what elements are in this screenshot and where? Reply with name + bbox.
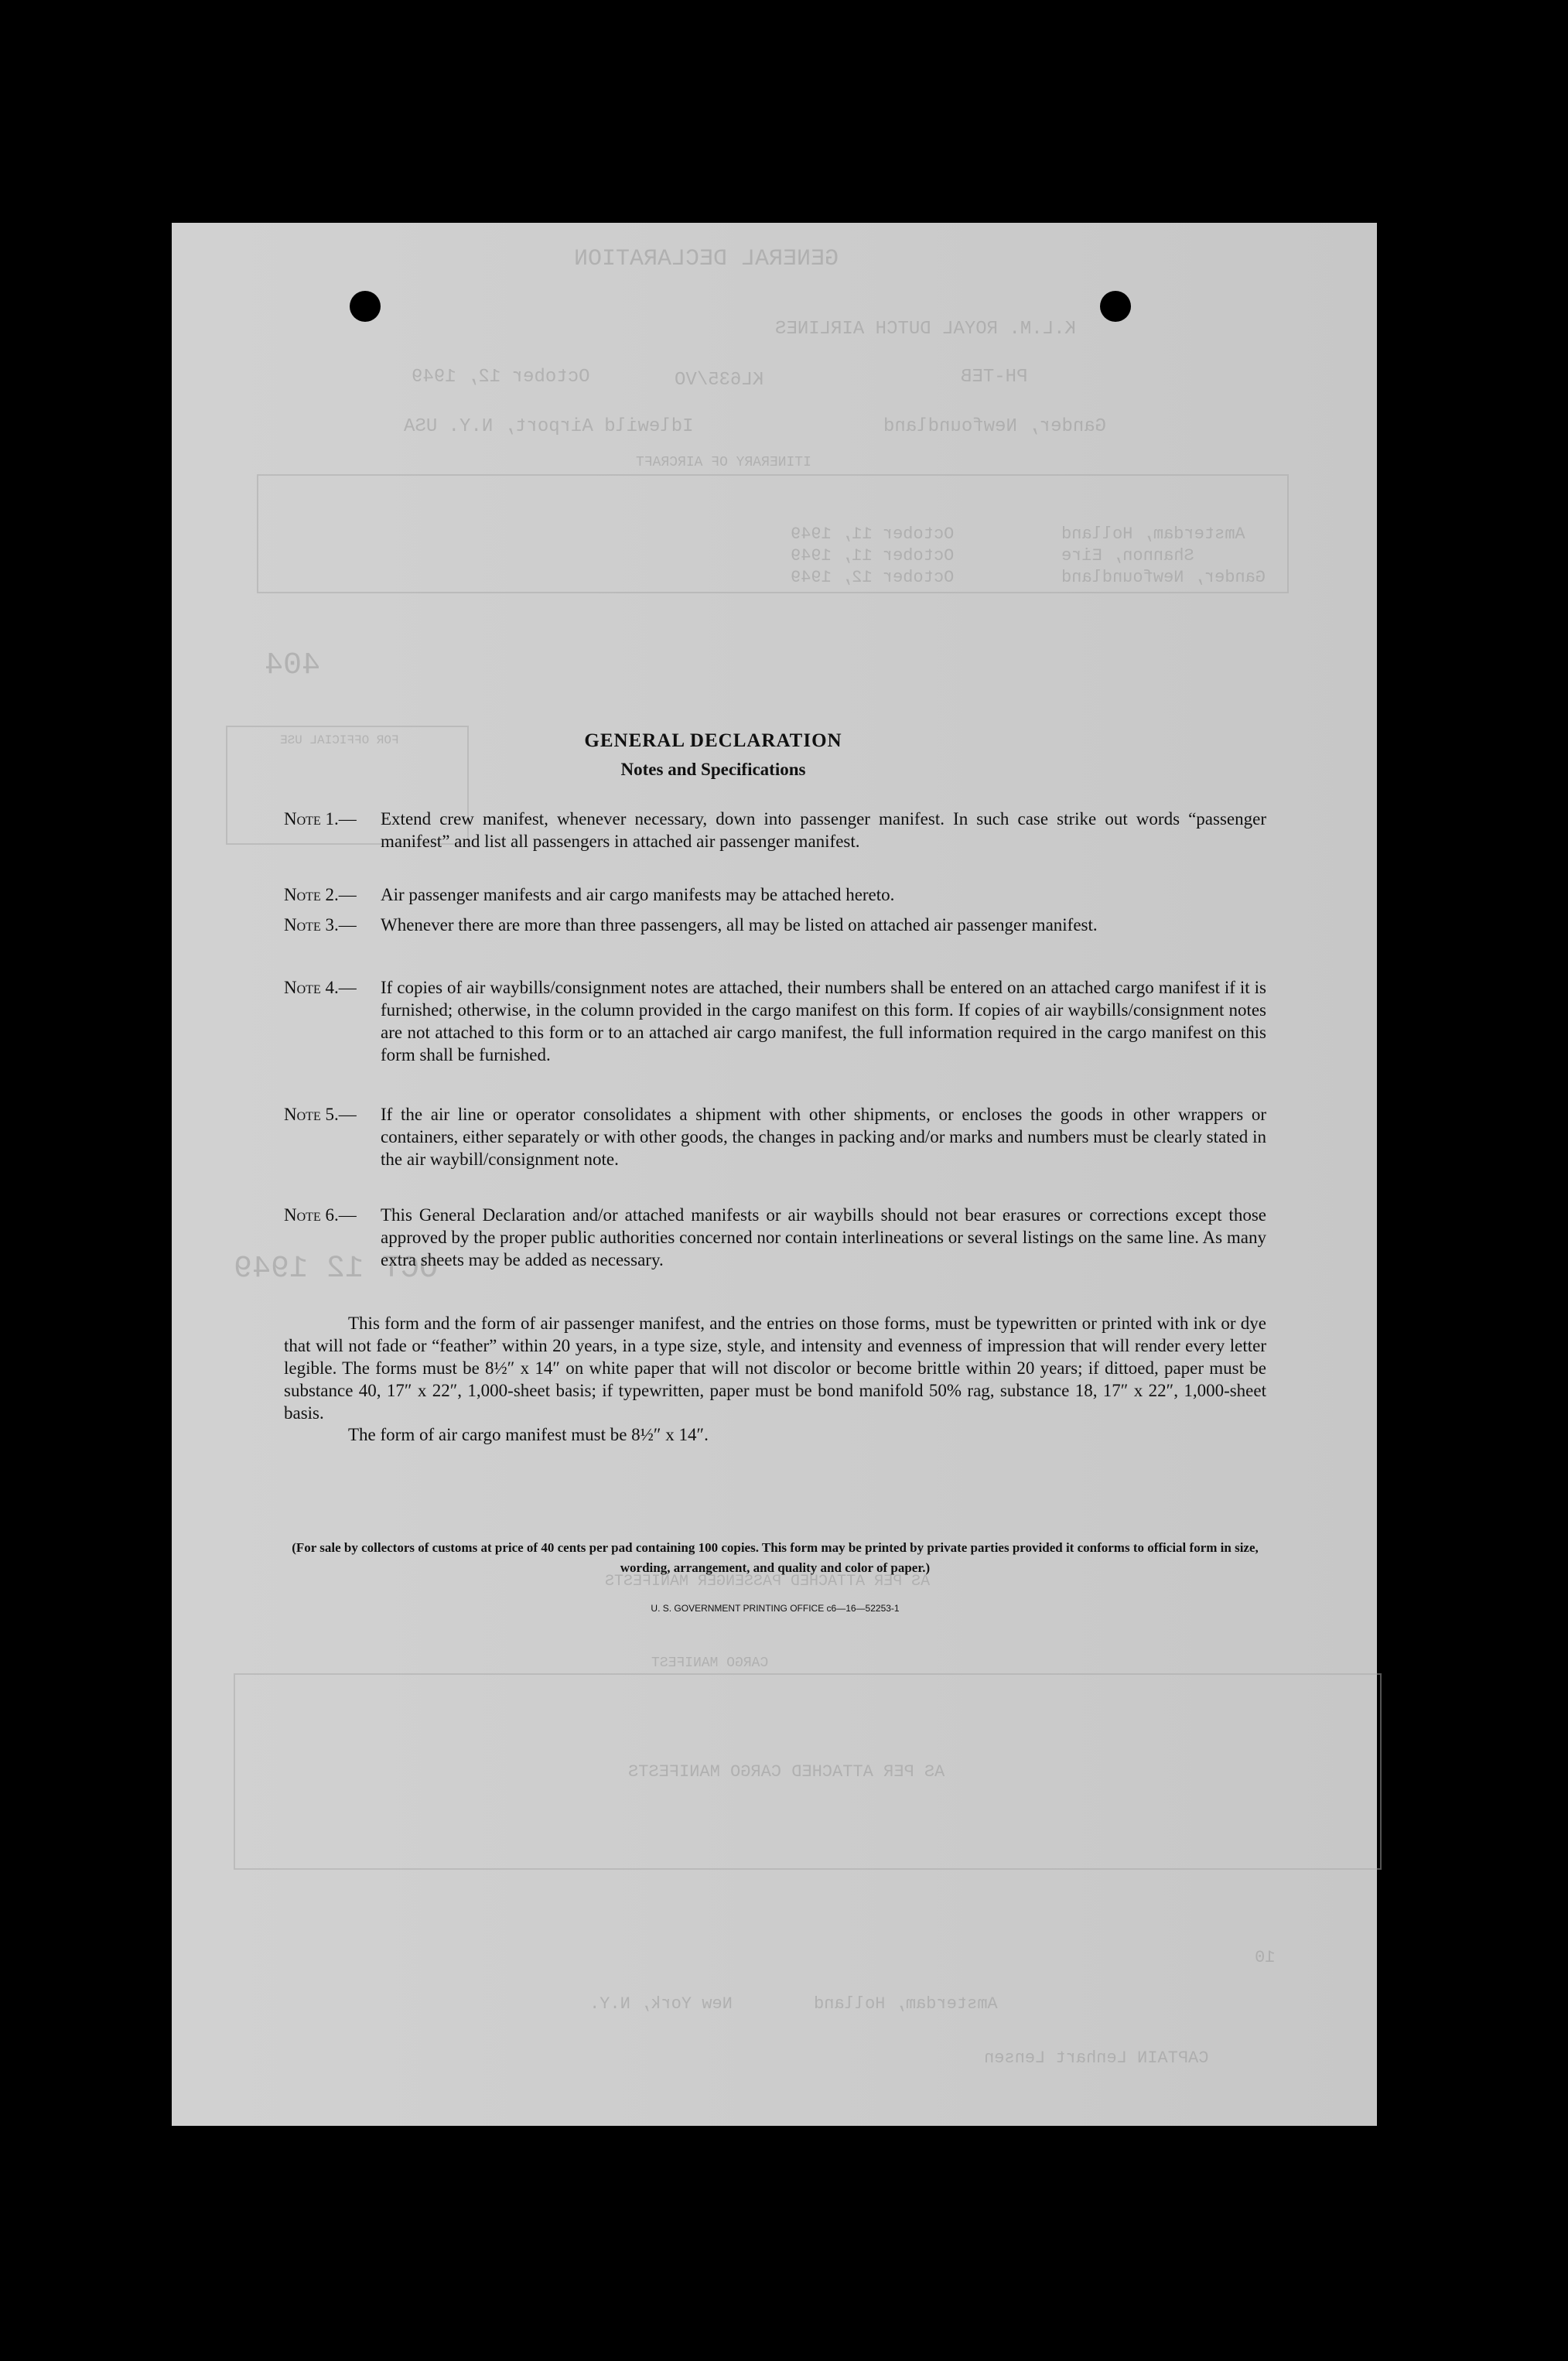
ghost-embarked: Amsterdam, Holland (814, 1994, 998, 2014)
ghost-captain: CAPTAIN Lenhart Lensen (984, 2048, 1209, 2068)
ghost-stamp-number: 404 (265, 648, 321, 683)
note-4 (284, 976, 1266, 1066)
punch-hole-right (1100, 291, 1131, 322)
ghost-entry: Idlewild Airport, N.Y. USA (404, 416, 694, 437)
ghost-clearance: Gander, Newfoundland (883, 416, 1107, 437)
note-label: Note 5.— (284, 1105, 357, 1124)
note-text: Air passenger manifests and air cargo manifests may be attached hereto. (381, 885, 895, 904)
ghost-cargo-manifest: CARGO MANIFEST (651, 1655, 769, 1671)
note-2 (284, 883, 1266, 906)
ghost-date: October 12, 1949 (412, 367, 590, 388)
ghost-stamp-date: OCT 12 1949 (234, 1252, 439, 1286)
form-requirements-paragraph: This form and the form of air passenger manifest, and the entries on those forms, must be typewritten or printed with ink or dye that will not fade or “feather” within 20 years, in a type size, style, and intensity and evenness of impression that will render every letter legible. The forms must be 8½″ x 14″ on white paper that will not discolor or become brittle within 20 years; if dittoed, paper must be substance 40, 17″ x 22″, 1,000-sheet basis; if typewritten, paper must be bond manifold 50% rag, substance 18, 17″ x 22″, 1,000-sheet basis. (284, 1314, 1266, 1423)
ghost-itinerary-date-1: October 11, 1949 (791, 524, 955, 544)
ghost-itinerary-airport-1: Amsterdam, Holland (1061, 524, 1245, 544)
ghost-itinerary-airport-2: Shannon, Eire (1061, 546, 1194, 565)
note-label: Note 6.— (284, 1205, 357, 1225)
note-text: If the air line or operator consolidates a shipment with other shipments, or encloses the goods in other wrappers or containers, either separately or with other goods, the changes in packing and/or marks and numbers must be clearly stated in the air waybill/consignment note. (381, 1105, 1266, 1169)
ghost-aircraft: PH-TEB (961, 367, 1028, 388)
note-6 (284, 1204, 1266, 1271)
gpo-imprint: U. S. GOVERNMENT PRINTING OFFICE c6—16—52253-1 (651, 1603, 900, 1614)
ghost-official-use: FOR OFFICIAL USE (280, 733, 399, 747)
note-text: If copies of air waybills/consignment notes are attached, their numbers shall be entered on an attached cargo manifest if it is furnished; otherwise, in the column provided in the cargo manifest on this form. If copies of air waybills/consignment notes are not attached to this form or to an attached air cargo manifest, the full information required in the cargo manifest on this form shall be furnished. (381, 978, 1266, 1064)
note-label: Note 2.— (284, 885, 357, 904)
note-3 (284, 914, 1266, 936)
ghost-header: GENERAL DECLARATION (574, 246, 839, 272)
note-1 (284, 808, 1266, 852)
note-text: Whenever there are more than three passengers, all may be listed on attached air passenger manifest. (381, 915, 1098, 934)
ghost-itinerary-header: ITINERARY OF AIRCRAFT (636, 455, 811, 470)
note-5 (284, 1103, 1266, 1170)
ghost-operator: K.L.M. ROYAL DUTCH AIRLINES (775, 319, 1076, 340)
ghost-crew-count: 10 (1255, 1948, 1276, 1967)
page-title: GENERAL DECLARATION (584, 730, 842, 751)
note-label: Note 4.— (284, 978, 357, 997)
note-label: Note 3.— (284, 915, 357, 934)
cargo-manifest-size-note: The form of air cargo manifest must be 8½″ x 14″. (348, 1425, 709, 1444)
ghost-destined: New York, N.Y. (589, 1994, 733, 2014)
ghost-itinerary-airport-3: Gander, Newfoundland (1061, 568, 1266, 587)
ghost-flight: KL635/VO (675, 370, 764, 391)
ghost-itinerary-date-2: October 11, 1949 (791, 546, 955, 565)
ghost-attached-cargo: AS PER ATTACHED CARGO MANIFESTS (628, 1762, 945, 1782)
page-subtitle: Notes and Specifications (620, 760, 806, 779)
ghost-attached-pax: AS PER ATTACHED PASSENGER MANIFESTS (605, 1573, 931, 1591)
note-label: Note 1.— (284, 809, 357, 829)
punch-hole-left (350, 291, 381, 322)
ghost-itinerary-date-3: October 12, 1949 (791, 568, 955, 587)
note-text: Extend crew manifest, whenever necessary, down into passenger manifest. In such case strike out words “passenger manifest” and list all passengers in attached air passenger manifest. (381, 809, 1266, 851)
note-text: This General Declaration and/or attached manifests or air waybills should not bear erasures or corrections except those approved by the proper public authorities concerned nor contain interlineations or several listings on the same line. As many extra sheets may be added as necessary. (381, 1205, 1266, 1269)
sale-notice: (For sale by collectors of customs at price of 40 cents per pad containing 100 copies. This form may be printed by private parties provided it conforms to official form in size, wording, arrangement, and quality and color of paper.) (292, 1540, 1259, 1575)
document-sheet (172, 223, 1377, 2126)
